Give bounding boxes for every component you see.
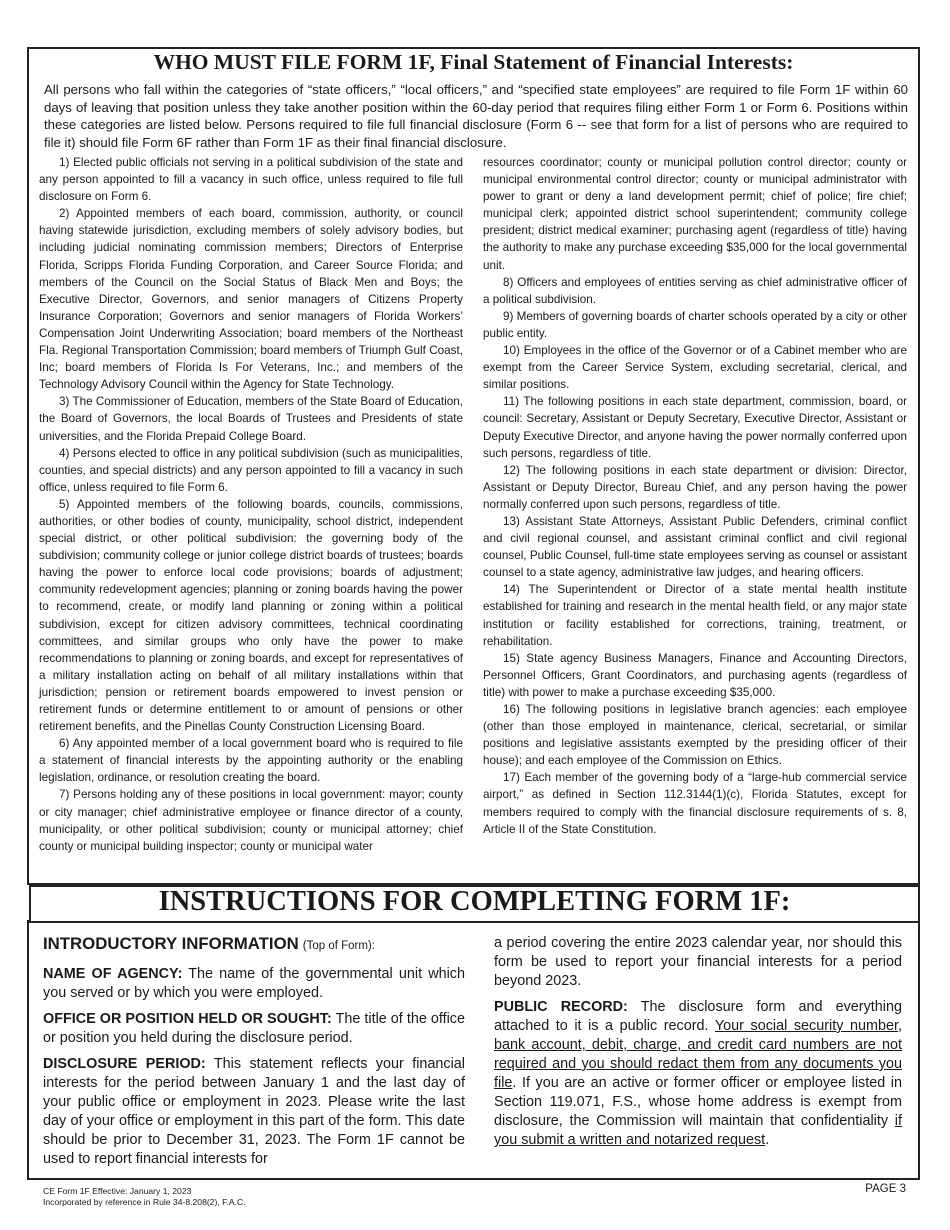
record-paragraph [494,998,902,1150]
list-item: 9) Members of governing boards of charter schools operated by a city or other public entity. [483,309,907,340]
who-must-file-title: WHO MUST FILE FORM 1F, Final Statement of Financial Interests: [153,50,794,74]
list-item: 13) Assistant State Attorneys, Assistant Public Defenders, criminal conflict and civil regional counsel, and assistant criminal conflict and civil regional counsel, Public Counsel, full-time state employees serving as counsel or assistant counsel to a state agency, administrative law judges, and hearing officers. [483,514,907,580]
office-label: OFFICE OR POSITION HELD OR SOUGHT: [43,1011,332,1027]
period-text: This statement reflects your financial interests for the period between January 1 and the last day of your public office or employment in 2023. Please write the last day of your office or employment in this part of the form. This date should be prior to December 31, 2023. The Form 1F cannot be used to report financial interests for [43,1056,465,1167]
list-item: 3) The Commissioner of Education, members of the State Board of Education, the Board of Governors, the local Boards of Trustees and Presidents of state universities, and the Florida Prepaid College Board. [39,395,463,443]
agency-text: The name of the governmental unit which you served or by which you were employed. [43,966,466,1001]
list-item: 15) State agency Business Managers, Finance and Accounting Directors, Personnel Officers, Grant Coordinators, and purchasing agents (regardless of title) with power to make a purchase exceeding $35,000. [483,651,907,699]
list-item: 4) Persons elected to office in any political subdivision (such as municipalities, counties, and special districts) and any person appointed to fill a vacancy in such office, unless required to file Form 6. [39,446,463,494]
list-item: 11) The following positions in each state department, commission, board, or council: Secretary, Assistant or Deputy Secretary, Executive Director, Assistant or Deputy Executive Director, and anyone having the power normally conferred upon such persons, regardless of title. [483,395,907,460]
agency-paragraph [43,965,465,1003]
list-item-continuation: resources coordinator; county or municipal pollution control director; county or municipal environmental control director; county or municipal administrator with power to grant or deny a land development permit; chief of police; fire chief; municipal clerk; appointed district school superintendent; community college president; district medical examiner; purchasing agent (regardless of title) having the authority to make any purchase exceeding $35,000 for the local governmental unit. [483,156,907,272]
left-column [39,154,463,855]
list-item: 5) Appointed members of the following boards, councils, commissions, authorities, or other bodies of county, municipality, school district, independent special district, or other political subdivision: the governing body of the subdivision; community college or junior college district boards of trustees; boards having the power to enforce local code provisions; boards of adjustment; community redevelopment agencies; planning or zoning boards having the power to recommend, create, or modify land planning or zoning within a political subdivision, except for citizen advisory committees, technical coordinating committees, and similar groups who only have the power to make recommendations to planning or zoning boards, and except for representatives of a military installation acting on behalf of all military installations within that jurisdiction; pension or retirement boards empowered to invest pension or retirement funds or determine entitlement to or amount of pensions or other retirement benefits, and the Pinellas County Construction Licensing Board. [39,497,463,734]
intro-note: (Top of Form): [302,940,375,952]
list-item: 16) The following positions in legislative branch agencies: each employee (other than those employed in maintenance, clerical, secretarial, or similar positions and legislative assistants exempted by the presiding officer of their house); and each employee of the Commission on Ethics. [483,703,907,768]
office-text: The title of the office or position you held during the disclosure period. [43,1011,465,1046]
list-item: 17) Each member of the governing body of a “large-hub commercial service airport,” as defined in Section 112.3144(1)(c), Florida Statutes, except for members required to comply with the financial disclosure requirements of s. 8, Article II of the State Constitution. [483,771,907,836]
page-number: PAGE 3 [865,1183,906,1195]
list-item: 7) Persons holding any of these positions in local government: mayor; county or city manager; chief administrative employee or finance director of a county, municipality, or other political subdivision; county or municipal attorney; chief county or municipal building inspector; county or municipal water [39,788,463,853]
record-request-note: if you submit a written and notarized request [494,1113,902,1148]
list-item: 6) Any appointed member of a local government board who is required to file a statement of financial interests by the appointing authority or the enabling legislation, ordinance, or resolution creating the board. [39,737,463,785]
record-redact-note: Your social security number, bank account, debit, charge, and credit card numbers are not required and you should redact them from any documents you file [494,1018,902,1091]
instructions-title: INSTRUCTIONS FOR COMPLETING FORM 1F: [158,886,791,917]
record-text: . If you are an active or former officer or employee listed in Section 119.071, F.S., whose home address is exempt from disclosure, the Commission will maintain that confidentiality [494,1075,902,1129]
footer [43,1186,246,1208]
agency-label: NAME OF AGENCY: [43,966,183,982]
record-text: . [765,1132,770,1148]
list-item: 12) The following positions in each state department or division: Director, Assistant or Deputy Director, Bureau Chief, and any person having the power normally conferred upon such persons, regardless of title. [483,463,907,511]
record-text: The disclosure form and everything attached to it is a public record. [494,999,902,1034]
period-label: DISCLOSURE PERIOD: [43,1056,206,1072]
who-must-file-intro: All persons who fall within the categories of “state officers,” “local officers,” and “specified state employees” are required to file Form 1F within 60 days of leaving that position unless they take another position within the 60-day period that requires filing either Form 1 or Form 6. Positions within these categories are listed below. Persons required to file full financial disclosure (Form 6 -- see that form for a list of persons who are required to file it) should file Form 6F rather than Form 1F as their final financial disclosure. [44,82,908,150]
instructions-left-column [43,934,465,1176]
instructions-right-column [494,934,902,1157]
list-item: 14) The Superintendent or Director of a state mental health institute established for training and research in the mental health field, or any major state institution or facility established for corrections, training, treatment, or rehabilitation. [483,583,907,648]
list-item: 10) Employees in the office of the Governor or of a Cabinet member who are exempt from the Career Service System, excluding secretarial, clerical, and similar positions. [483,344,907,392]
list-item: 1) Elected public officials not serving in a political subdivision of the state and any person appointed to fill a vacancy in such office, unless required to file full disclosure on Form 6. [39,156,463,204]
intro-heading: INTRODUCTORY INFORMATION [43,934,299,953]
record-label: PUBLIC RECORD: [494,999,628,1015]
list-item: 2) Appointed members of each board, commission, authority, or council having statewide jurisdiction, excluding members of solely advisory bodies, but including judicial nominating commission members; Directors of Enterprise Florida, Scripps Florida Funding Corporation, and Career Source Florida; and members of the Council on the Social Status of Black Men and Boys; the Executive Director, Governors, and senior managers of Citizens Property Insurance Corporation; Governors and senior managers of Florida Workers’ Compensation Joint Underwriting Association; board members of the Northeast Fla. Regional Transportation Commission; board members of Triumph Gulf Coast, Inc; board members of Florida Is For Veterans, Inc.; and members of the Technology Advisory Council within the Agency for State Technology. [39,207,463,392]
period-paragraph [43,1055,465,1169]
right-column [483,154,907,838]
footer-effective: CE Form 1F Effective: January 1, 2023 [43,1186,192,1196]
period-continuation: a period covering the entire 2023 calendar year, nor should this form be used to report your financial interests for a period beyond 2023. [494,935,902,989]
list-item: 8) Officers and employees of entities serving as chief administrative officer of a political subdivision. [483,275,907,306]
office-paragraph [43,1010,465,1048]
footer-rule: Incorporated by reference in Rule 34-8.208(2), F.A.C. [43,1197,246,1207]
